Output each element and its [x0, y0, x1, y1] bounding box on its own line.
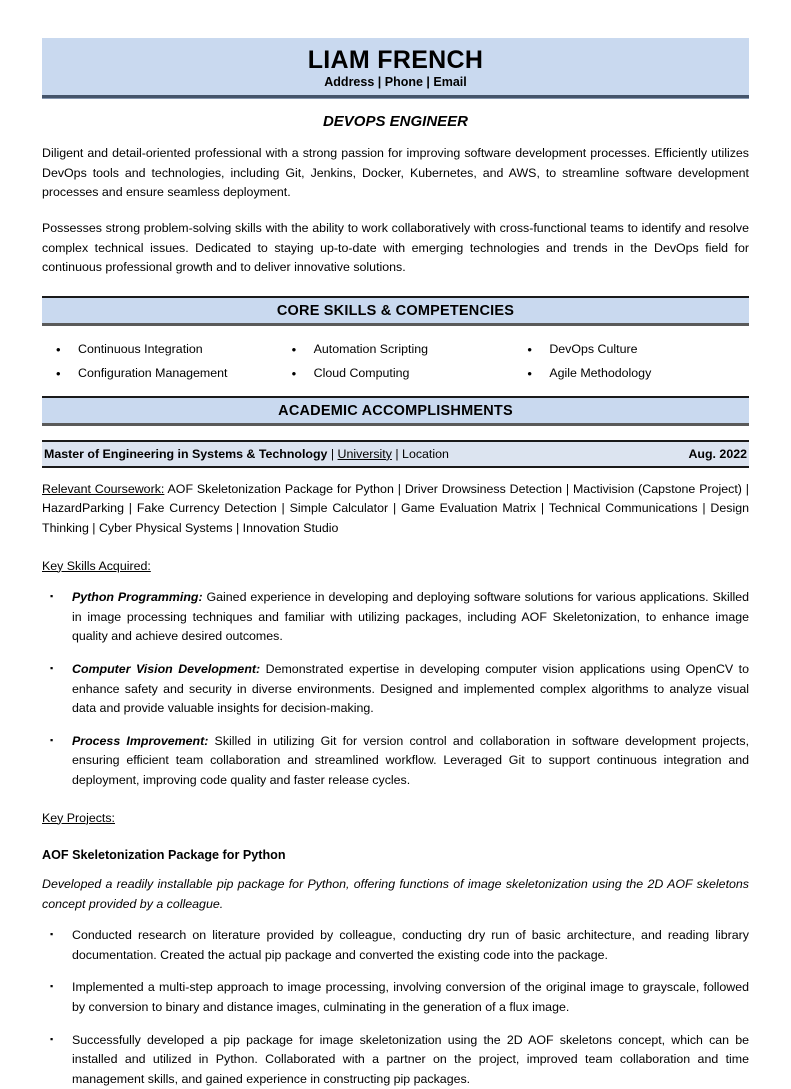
skill-label: Automation Scripting	[313, 341, 428, 356]
skill-item	[42, 364, 278, 384]
header-divider	[42, 95, 749, 99]
degree-separator-1: |	[327, 446, 338, 461]
core-skills-grid	[42, 340, 749, 384]
bullet-square-icon: ▪	[50, 1033, 54, 1044]
job-title-tagline: DEVOPS ENGINEER	[322, 113, 469, 131]
degree-location: Location	[402, 446, 449, 461]
project-description: Developed a readily installable pip package for Python, offering functions of image skeletonization using the 2D AOF skeletons concept provided by a colleague.	[42, 877, 749, 911]
key-skill-lead: Computer Vision Development:	[72, 661, 261, 676]
degree-divider-bottom	[42, 466, 749, 468]
key-skill-body: Demonstrated expertise in developing computer vision applications using OpenCV to enhance safety and security in diverse environments. Designed and implemented complex algorithms to analyze visual data and provide valuable insights for decision-making.	[72, 661, 750, 716]
coursework-list: AOF Skeletonization Package for Python | Driver Drowsiness Detection | Mactivision (Capstone Project) | HazardParking | Fake Currency Detection | Simple Calculator | Game Evaluation Matrix | Technical Communications | Design Thinking | Cyber Physical Systems | Innovation Studio	[42, 481, 749, 535]
degree-name: Master of Engineering in Systems & Technology	[44, 446, 328, 461]
skill-item	[278, 364, 514, 384]
project-bullet-text: Implemented a multi-step approach to image processing, involving conversion of the original image to grayscale, followed by conversion to binary and distance images, culminating in the generation of a flux image.	[72, 980, 749, 1014]
relevant-coursework	[42, 480, 749, 539]
section-header-core-skills: CORE SKILLS & COMPETENCIES	[42, 296, 749, 326]
bullet-square-icon: ▪	[50, 929, 54, 940]
project-bullets-list	[42, 926, 749, 1089]
key-skill-body: Gained experience in developing and deploying software solutions for various applications. Skilled in image processing techniques and familiar with utilizing packages, including AOF Skeletonization, to enhance image quality and achieve desired outcomes.	[72, 590, 750, 644]
bullet-dot-icon: •	[527, 341, 532, 357]
degree-date: Aug. 2022	[688, 446, 747, 461]
bullet-dot-icon: •	[291, 366, 297, 382]
key-skill-lead: Process Improvement:	[72, 733, 209, 748]
project-title: AOF Skeletonization Package for Python	[42, 848, 286, 863]
key-skill-lead: Python Programming:	[72, 590, 203, 605]
key-skill-text	[72, 732, 749, 791]
list-item	[42, 926, 749, 965]
list-item	[42, 978, 749, 1017]
bullet-dot-icon: •	[56, 341, 61, 357]
summary-paragraph-1: Diligent and detail-oriented professional with a strong passion for improving software development processes. Efficiently utilizes DevOps tools and technologies, including Git, Jenkins, Docker, Kubernetes, and AWS, to streamline software development processes and ensure seamless deployment.	[42, 146, 749, 200]
key-skill-text	[72, 660, 749, 719]
skill-label: DevOps Culture	[549, 341, 638, 356]
university-name: University	[337, 446, 392, 461]
coursework-label: Relevant Coursework:	[42, 481, 165, 496]
skill-label: Configuration Management	[78, 366, 228, 381]
skill-item	[278, 340, 514, 360]
skill-label: Continuous Integration	[78, 341, 203, 356]
key-skill-text	[72, 588, 749, 647]
project-bullet-text: Conducted research on literature provided by colleague, conducting dry run of basic architecture, and reading library documentation. Created the actual pip package and converted the existing code into the package.	[72, 928, 749, 962]
key-projects-heading: Key Projects:	[42, 810, 115, 825]
bullet-square-icon: ▪	[50, 662, 54, 673]
resume-header-band	[42, 38, 749, 95]
degree-details	[44, 447, 449, 461]
bullet-square-icon: ▪	[50, 981, 54, 992]
skill-item	[513, 364, 749, 384]
skill-label: Agile Methodology	[549, 366, 652, 381]
degree-row	[42, 442, 749, 466]
section-header-academics: ACADEMIC ACCOMPLISHMENTS	[42, 396, 749, 426]
key-skill-body: Skilled in utilizing Git for version control and collaboration in software development projects, ensuring efficient team collaboration and streamlined workflow. Leveraged Git to support continuous integration and deployment, improving code quality and faster release cycles.	[72, 733, 750, 787]
degree-separator-2: |	[391, 446, 403, 461]
bullet-dot-icon: •	[291, 341, 297, 357]
bullet-dot-icon: •	[527, 366, 532, 382]
skill-label: Cloud Computing	[313, 366, 410, 381]
skill-item	[42, 340, 278, 360]
skill-item	[513, 340, 749, 360]
key-skills-list	[42, 588, 749, 790]
bullet-square-icon: ▪	[50, 591, 54, 602]
list-item	[42, 732, 749, 791]
key-skills-heading: Key Skills Acquired:	[42, 558, 151, 573]
list-item	[42, 660, 749, 719]
project-bullet-text: Successfully developed a pip package for image skeletonization using the 2D AOF skeletons concept, which can be installed and utilized in Python. Collaborated with a partner on the project, improved team collaboration and time management skills, and gained experience in constructing pip packages.	[72, 1032, 749, 1086]
list-item	[42, 1031, 749, 1089]
list-item	[42, 588, 749, 647]
candidate-name: LIAM FRENCH	[307, 46, 484, 74]
bullet-square-icon: ▪	[50, 734, 54, 745]
summary-paragraph-2: Possesses strong problem-solving skills with the ability to work collaboratively with cross-functional teams to identify and resolve complex technical issues. Dedicated to staying up-to-date with emerging technologies and trends in the DevOps field for continuous professional growth and to deliver innovative solutions.	[42, 221, 749, 275]
contact-line: Address | Phone | Email	[324, 75, 467, 89]
bullet-dot-icon: •	[56, 366, 61, 382]
